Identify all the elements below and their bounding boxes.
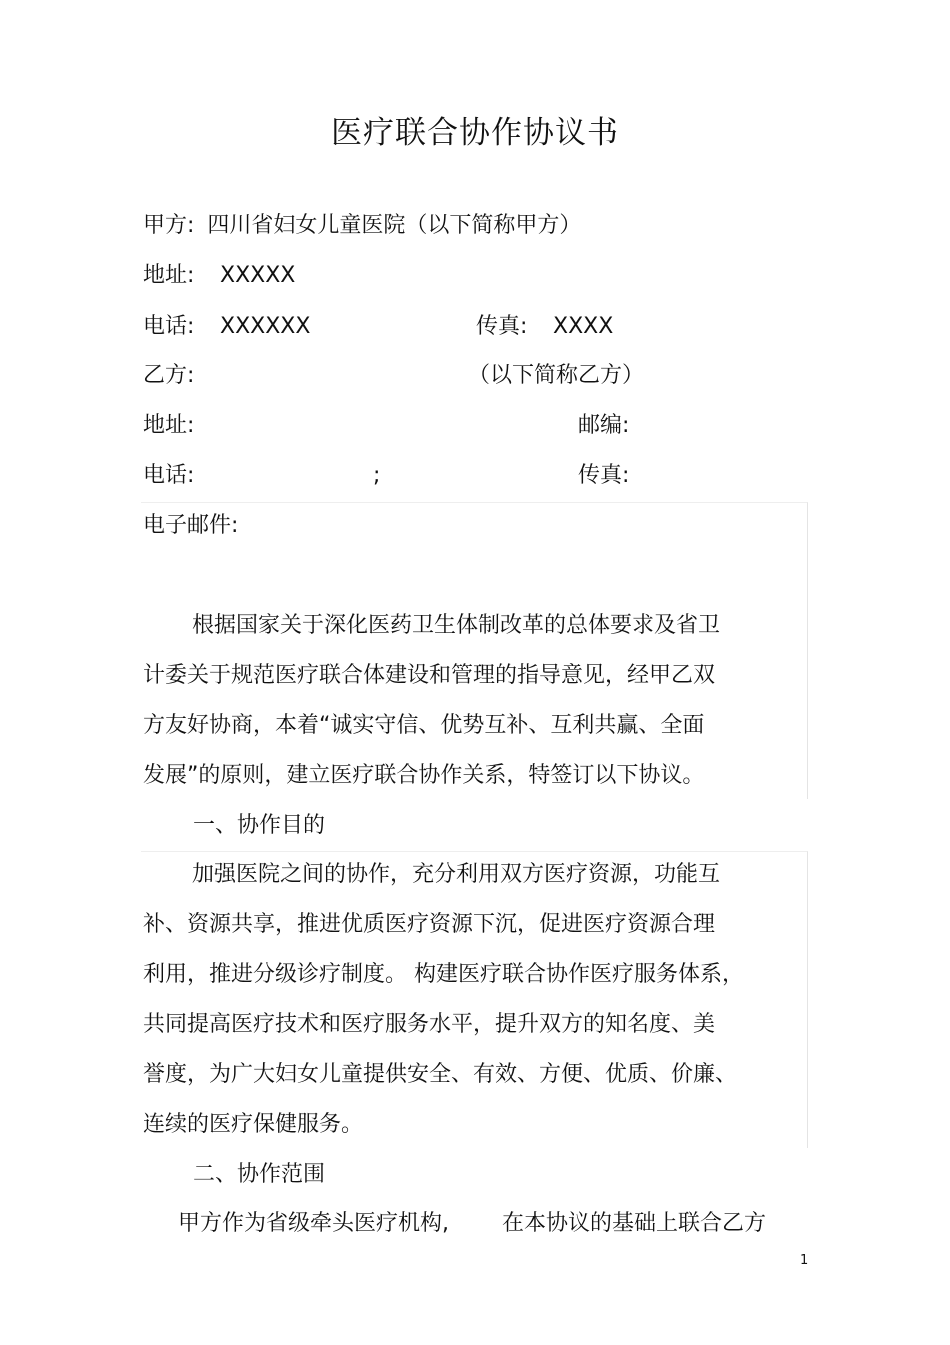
section2-heading: 二、协作范围: [193, 1162, 326, 1187]
party-b-phone-label: 电话:: [143, 463, 195, 488]
intro-line: 发展”的原则，建立医疗联合协作关系，特签订以下协议。: [143, 763, 705, 788]
section1-line: 誉度，为广大妇女儿童提供安全、有效、方便、优质、价廉、: [143, 1062, 738, 1087]
section1-line: 利用，推进分级诊疗制度。 构建医疗联合协作医疗服务体系，: [143, 962, 744, 987]
section2-line-part: 在本协议的基础上联合乙方: [502, 1211, 767, 1236]
party-b-alias: （以下简称乙方）: [468, 363, 645, 388]
intro-line: 计委关于规范医疗联合体建设和管理的指导意见，经甲乙双: [143, 663, 716, 688]
section1-line: 连续的医疗保健服务。: [143, 1112, 364, 1137]
party-b-email-label: 电子邮件:: [143, 513, 239, 538]
party-a-row: [143, 211, 581, 241]
party-b-phone-separator: ;: [373, 463, 381, 488]
text-frame-intro: [141, 502, 808, 799]
party-a-label: 甲方:: [143, 213, 195, 238]
party-a-fax-label: 传真:: [476, 314, 528, 339]
party-b-fax-label: 传真:: [578, 463, 630, 488]
party-b-postcode-label: 邮编:: [578, 413, 630, 438]
party-a-phone-label: 电话:: [143, 314, 195, 339]
party-a-fax: XXXX: [553, 314, 614, 339]
party-b-address-label: 地址:: [143, 413, 195, 438]
text-frame-section1: [141, 851, 808, 1148]
party-a-name: 四川省妇女儿童医院（以下简称甲方）: [207, 213, 582, 238]
party-a-phone: XXXXXX: [220, 314, 311, 339]
section1-line: 补、资源共享，推进优质医疗资源下沉，促进医疗资源合理: [143, 912, 716, 937]
intro-line: 根据国家关于深化医药卫生体制改革的总体要求及省卫: [192, 613, 721, 638]
party-b-label: 乙方:: [143, 363, 195, 388]
intro-line: 方友好协商，本着“诚实守信、优势互补、互利共赢、全面: [143, 713, 705, 738]
party-a-address-label: 地址:: [143, 263, 195, 288]
party-a-address: XXXXX: [220, 263, 296, 288]
section2-line-part: 甲方作为省级牵头医疗机构,: [178, 1211, 449, 1236]
page-number: 1: [800, 1253, 809, 1268]
section1-line: 共同提高医疗技术和医疗服务水平，提升双方的知名度、美: [143, 1012, 716, 1037]
section1-heading: 一、协作目的: [193, 813, 326, 838]
section1-line: 加强医院之间的协作，充分利用双方医疗资源，功能互: [192, 862, 721, 887]
document-title: 医疗联合协作协议书: [331, 115, 619, 151]
